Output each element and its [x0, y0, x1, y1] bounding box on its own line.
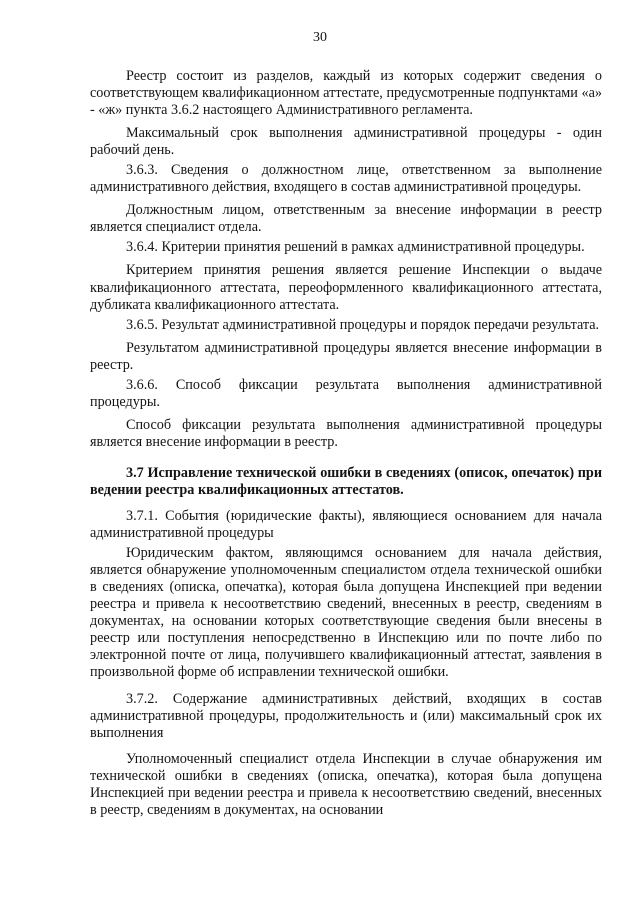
- section-heading-3-7: 3.7 Исправление технической ошибки в сведениях (описок, опечаток) при ведении реестра квалификационных аттестатов.: [90, 464, 602, 498]
- page-number: 30: [313, 30, 327, 45]
- paragraph-responsible-official: Должностным лицом, ответственным за внесение информации в реестр является специалист отдела.: [90, 202, 602, 236]
- paragraph-result: Результатом административной процедуры является внесение информации в реестр.: [90, 339, 602, 373]
- paragraph-3-7-2: 3.7.2. Содержание административных действий, входящих в состав административной процедуры, продолжительность и (или) максимальный срок их выполнения: [90, 690, 602, 741]
- paragraph-3-6-6: 3.6.6. Способ фиксации результата выполнения административной процедуры.: [90, 376, 602, 410]
- paragraph-3-6-3: 3.6.3. Сведения о должностном лице, ответственном за выполнение административного действия, входящего в состав административной процедуры.: [90, 162, 602, 196]
- paragraph-registry-structure: Реестр состоит из разделов, каждый из которых содержит сведения о соответствующем квалификационном аттестате, предусмотренные подпунктами «а» - «ж» пункта 3.6.2 настоящего Административного регламента.: [90, 68, 602, 119]
- paragraph-max-term: Максимальный срок выполнения административной процедуры - один рабочий день.: [90, 125, 602, 159]
- paragraph-3-7-1: 3.7.1. События (юридические факты), являющиеся основанием для начала административной процедуры: [90, 508, 602, 542]
- paragraph-3-6-4: 3.6.4. Критерии принятия решений в рамках административной процедуры.: [126, 239, 585, 256]
- paragraph-authorized-specialist: Уполномоченный специалист отдела Инспекции в случае обнаружения им технической ошибки в сведениях (описка, опечатка), которая была допущена Инспекцией при ведении реестра и привела к несоответствию сведений, внесенных в реестр, сведениям в документах, на основании: [90, 750, 602, 818]
- document-body: [90, 68, 602, 819]
- paragraph-legal-fact: Юридическим фактом, являющимся основанием для начала действия, является обнаружение уполномоченным специалистом отдела технической ошибки в сведениях (описка, опечатка), которая была допущена Инспекцией при ведении реестра и привела к несоответствию сведений, внесенных в реестр, сведениям в документах, на основании которых соответствующие сведения были внесены в реестр или поступления непосредственно в Инспекцию или по почте либо по электронной почте от лица, получившего квалификационный аттестат, заявления в произвольной форме об исправлении технической ошибки.: [90, 545, 602, 681]
- paragraph-fixation-method: Способ фиксации результата выполнения административной процедуры является внесение информации в реестр.: [90, 416, 602, 450]
- paragraph-decision-criterion: Критерием принятия решения является решение Инспекции о выдаче квалификационного аттестата, переоформленного квалификационного аттестата, дубликата квалификационного аттестата.: [90, 262, 602, 313]
- paragraph-3-6-5: 3.6.5. Результат административной процедуры и порядок передачи результата.: [126, 316, 600, 333]
